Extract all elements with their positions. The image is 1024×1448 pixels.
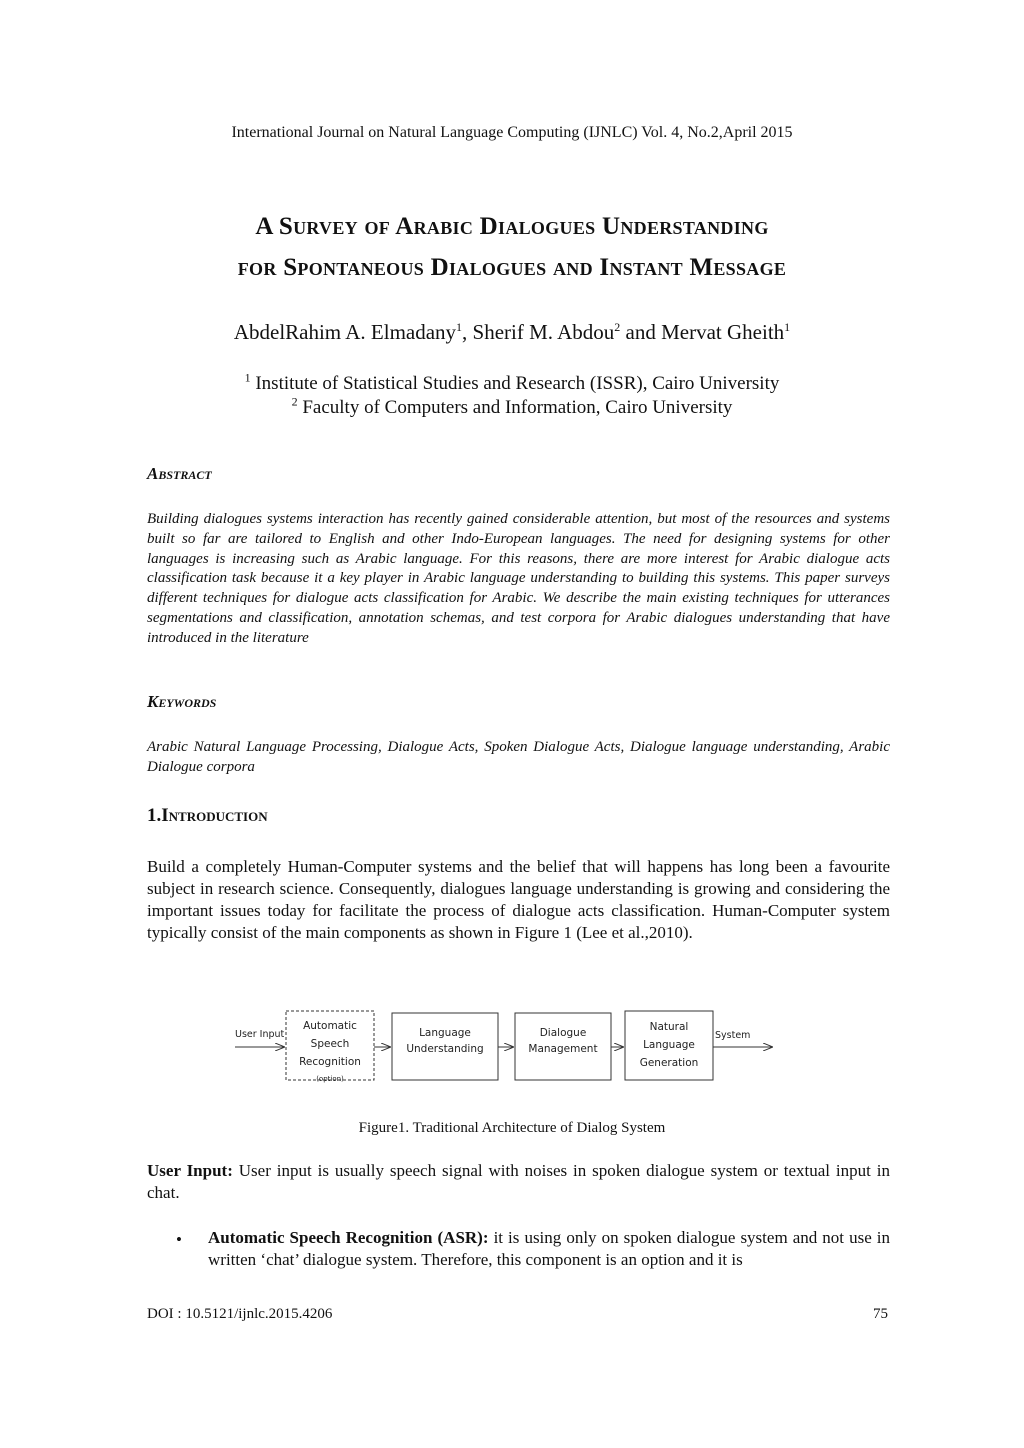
asr-term: Automatic Speech Recognition (ASR): (208, 1228, 489, 1247)
abstract-text: Building dialogues systems interaction has recently gained considerable attention, but most of the resources and systems built so far are tailored to English and other Indo-European languages. The need for designing systems for other languages is increasing such as Arabic language. For this reasons, there are more interest for Arabic dialogue acts classification task because it a key player in Arabic language understanding to building this systems. This paper surveys different techniques for dialogue acts classification for Arabic. We describe the main existing techniques for utterances segmentations and classification, annotation schemas, and test corpora for Arabic dialogues understanding that have introduced in the literature (147, 511, 890, 646)
author-2-affil: 2 (614, 320, 621, 334)
author-3-affil: 1 (784, 320, 791, 334)
bullet-marker: • (176, 1230, 182, 1249)
asr-bullet: Automatic Speech Recognition (ASR): it is using only on spoken dialogue system and not use in written ‘chat’ dialogue system. Therefore, this component is an option and it is (208, 1228, 891, 1269)
paper-title (100, 206, 924, 288)
doi: DOI : 10.5121/ijnlc.2015.4206 (147, 1306, 333, 1322)
author-3: Mervat Gheith (661, 320, 785, 344)
user-input-label: User Input (235, 1029, 285, 1040)
introduction-text: Build a completely Human-Computer systems and the belief that will happens has long been a favourite subject in research science. Consequently, dialogues language understanding is growing and considering the important issues today for facilitate the process of dialogue acts classification. Human-Computer system typically consist of the main components as shown in Figure 1 (Lee et al.,2010). (147, 857, 890, 942)
architecture-diagram (230, 1005, 790, 1095)
svg-text:Automatic: Automatic (303, 1020, 357, 1032)
svg-text:Language: Language (643, 1039, 695, 1051)
author-2: Sherif M. Abdou (472, 320, 615, 344)
author-1: AbdelRahim A. Elmadany (233, 320, 457, 344)
title-line-1: A Survey of Arabic Dialogues Understanding (255, 213, 769, 240)
svg-text:Management: Management (528, 1043, 598, 1055)
affiliation-2: $^2$ Faculty of Computers and Information, Cairo University (291, 394, 733, 418)
author-1-affil: 1 (456, 320, 463, 334)
abstract-heading: Abstract (147, 464, 212, 483)
user-input-paragraph: User Input: User input is usually speech signal with noises in spoken dialogue system or textual input in chat. (147, 1161, 890, 1202)
keywords-text: Arabic Natural Language Processing, Dialogue Acts, Spoken Dialogue Acts, Dialogue language understanding, Arabic Dialogue corpora (147, 739, 890, 775)
svg-text:Recognition: Recognition (299, 1056, 361, 1068)
introduction-heading: 1.Introduction (147, 805, 268, 826)
journal-header: International Journal on Natural Language Computing (IJNLC) Vol. 4, No.2,April 2015 (231, 124, 793, 141)
system-label: System (715, 1030, 751, 1041)
svg-text:Language: Language (419, 1027, 471, 1039)
svg-text:Dialogue: Dialogue (539, 1027, 587, 1039)
affiliation-1: $^1$ Institute of Statistical Studies and Research (ISSR), Cairo University (244, 370, 780, 394)
user-input-term: User Input: (147, 1161, 233, 1180)
svg-text:Natural: Natural (649, 1021, 689, 1033)
svg-text:Understanding: Understanding (406, 1043, 484, 1055)
author-list: AbdelRahim A. Elmadany$^1$, Sherif M. Abdou$^2$ and Mervat Gheith$^1$ (233, 320, 791, 344)
svg-text:Generation: Generation (639, 1057, 699, 1069)
title-line-2: for Spontaneous Dialogues and Instant Message (237, 254, 787, 281)
page-number: 75 (873, 1306, 888, 1322)
keywords-heading: Keywords (147, 692, 217, 711)
svg-text:Speech: Speech (310, 1038, 350, 1050)
figure-caption: Figure1. Traditional Architecture of Dialog System (358, 1120, 666, 1136)
svg-text:(option): (option) (316, 1075, 344, 1083)
